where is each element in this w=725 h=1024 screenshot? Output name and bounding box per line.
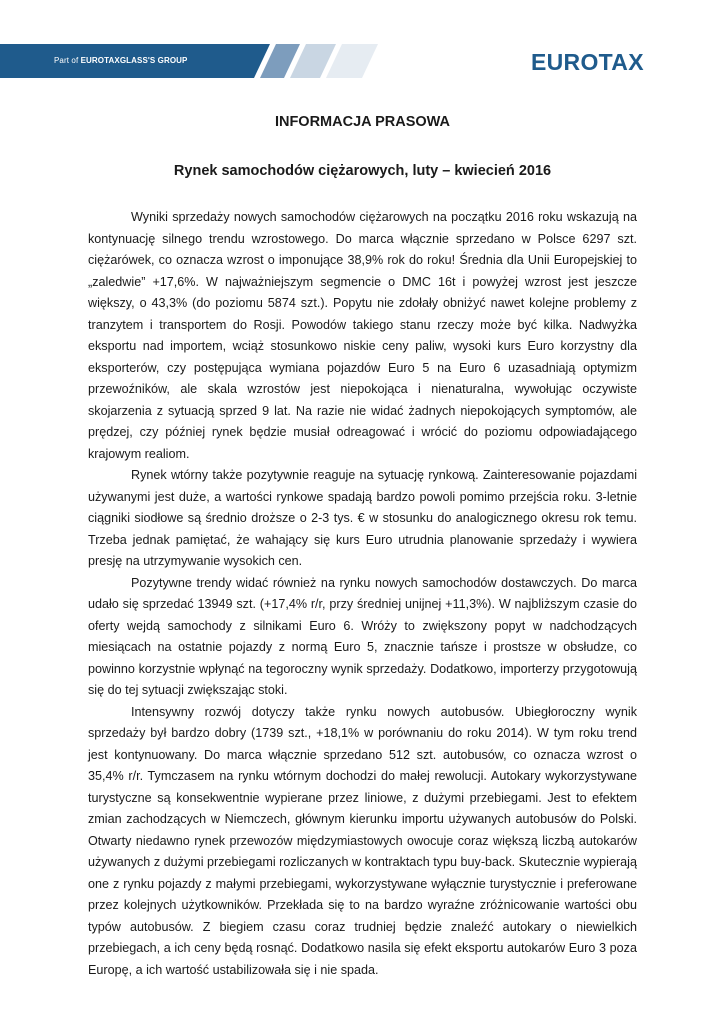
eurotax-logo: EUROTAX — [531, 49, 644, 75]
banner-stripe — [326, 44, 378, 78]
document-body — [88, 207, 637, 981]
body-paragraph: Pozytywne trendy widać również na rynku nowych samochodów dostawczych. Do marca udało się sprzedać 13949 szt. (+17,4% r/r, przy średniej unijnej +11,3%). W najbliższym czasie do oferty wejdą samochody z silnikami Euro 6. Wróży to zwiększony popyt w nadchodzących miesiącach na ostatnie pojazdy z normą Euro 5, znacznie tańsze i prostsze w obsłudze, co powinno korzystnie wpłynąć na tegoroczny wynik sprzedaży. Dodatkowo, importerzy przygotowują się do tej sytuacji zwiększając stoki. — [88, 575, 637, 697]
body-paragraph: Wyniki sprzedaży nowych samochodów ciężarowych na początku 2016 roku wskazują na kontynuację silnego trendu wzrostowego. Do marca włącznie sprzedano w Polsce 6297 szt. ciężarówek, co oznacza wzrost o imponujące 38,9% rok do roku! Średnia dla Unii Europejskiej to „zaledwie” +17,6%. W najważniejszym segmencie o DMC 16t i powyżej wzrost jest jeszcze większy, o 43,3% (do poziomu 5874 szt.). Popytu nie zdołały obniżyć nawet kolejne problemy z tranzytem i transportem do Rosji. Powodów takiego stanu rzeczy może być kilka. Nadwyżka eksportu nad importem, wciąż stosunkowo niskie ceny paliw, wysoki kurs Euro korzystny dla eksporterów, czy postępująca wymiana pojazdów Euro 5 na Euro 6 uzasadniają optymizm przewoźników, ale skala wzrostów jest niepokojąca i nienaturalna, wywołując oczywiste skojarzenia z sytuacją sprzed 9 lat. Na razie nie widać żadnych niepokojących symptomów, ale prędzej, czy później rynek będzie musiał odreagować i wrócić do poziomu odpowiadającego krajowym realiom. — [88, 210, 637, 461]
banner-group-name: EUROTAXGLASS'S GROUP — [80, 56, 188, 65]
banner-prefix: Part of — [54, 56, 79, 65]
press-release — [88, 112, 637, 977]
document-title: Rynek samochodów ciężarowych, luty – kwiecień 2016 — [173, 163, 552, 179]
document-heading: INFORMACJA PRASOWA — [274, 114, 451, 130]
body-paragraph: Intensywny rozwój dotyczy także rynku nowych autobusów. Ubiegłoroczny wynik sprzedaży był bardzo dobry (1739 szt., +18,1% w porównaniu do roku 2014). W tym roku trend jest kontynuowany. Do marca włącznie sprzedano 512 szt. autobusów, co oznacza wzrost o 35,4% r/r. Tymczasem na rynku wtórnym dochodzi do małej rewolucji. Autokary wykorzystywane turystyczne są konsekwentnie wypierane przez liniowe, z dużymi przebiegami. Jest to efektem zmian zachodzących w Niemczech, głównym kierunku importu używanych autobusów do Polski. Otwarty niedawno rynek przewozów międzymiastowych owocuje coraz większą liczbą autokarów używanych z dużymi przebiegami rozliczanych w kontraktach typu buy-back. Skutecznie wypierają one z rynku pojazdy z małymi przebiegami, wykorzystywane wyłącznie turystycznie i preferowane przez kolejnych użytkowników. Przekłada się to na bardzo wyraźne zróżnicowanie wartości obu typów autobusów. Z biegiem czasu coraz trudniej będzie znaleźć autokary o niewielkich przebiegach, a ich ceny będą rosnąć. Dodatkowo nasila się efekt eksportu autokarów Euro 3 poza Europę, a ich wartość ustabilizowała się i nie spada. — [88, 704, 637, 977]
page-header — [0, 0, 725, 110]
banner-text — [54, 56, 187, 65]
body-paragraph: Rynek wtórny także pozytywnie reaguje na sytuację rynkową. Zainteresowanie pojazdami używanymi jest duże, a wartości rynkowe spadają bardzo powoli pomimo przejścia roku. 3-letnie ciągniki siodłowe są średnio droższe o 2-3 tys. € w stosunku do analogicznego okresu rok temu. Trzeba jednak pamiętać, że wahający się kurs Euro utrudnia planowanie sprzedaży i wywiera presję na utrzymywanie wysokich cen. — [88, 468, 637, 568]
